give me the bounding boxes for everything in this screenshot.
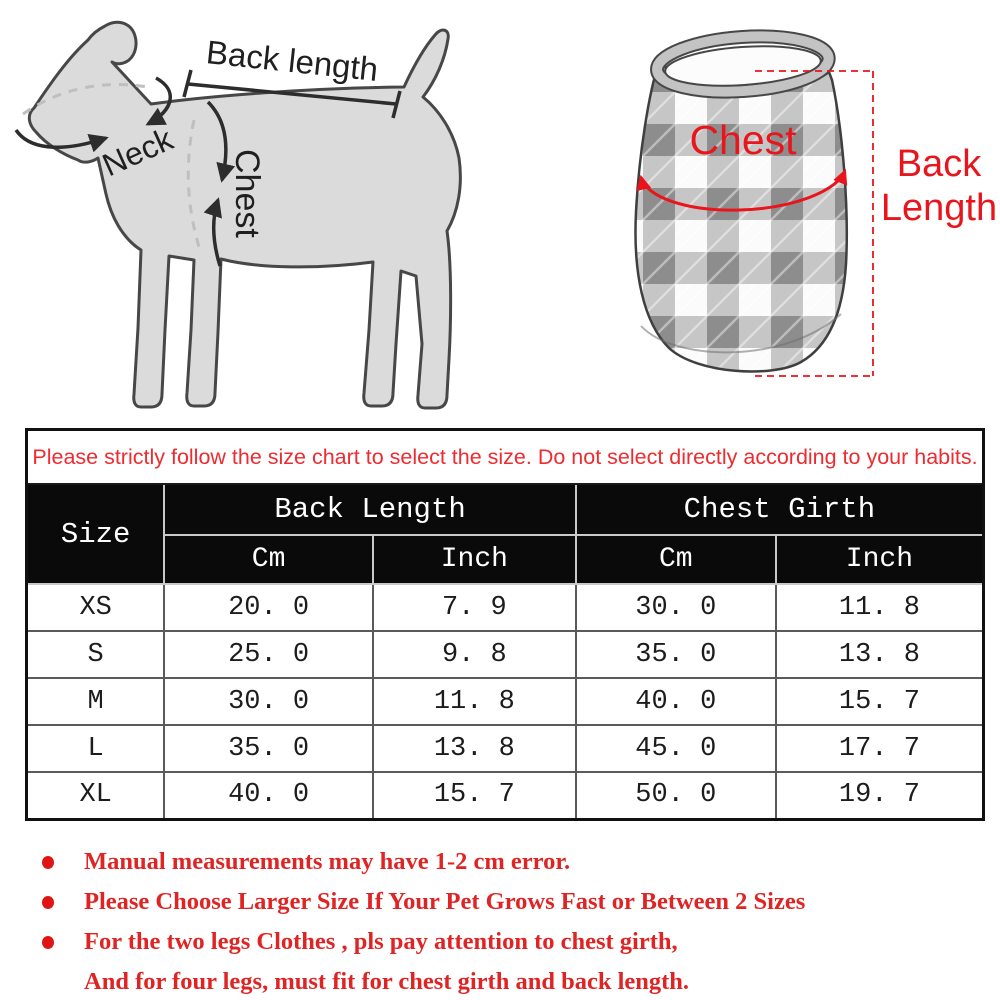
vest-body: [635, 62, 846, 371]
col-header-back-length-inch: Inch: [373, 535, 576, 584]
cell-size: XS: [27, 584, 165, 631]
col-header-chest-girth: Chest Girth: [576, 484, 984, 535]
notes-list: [32, 842, 982, 1000]
cell-back_length_inch: 11. 8: [373, 678, 576, 725]
cell-back_length_cm: 20. 0: [164, 584, 373, 631]
vest-back-length-line1: Back: [896, 143, 982, 185]
back-length-label: Back length: [204, 33, 380, 88]
notice-row: [27, 430, 984, 485]
col-header-back-length-cm: Cm: [164, 535, 373, 584]
table-row: [27, 772, 984, 819]
note-text: And for four legs, must fit for chest girth and back length.: [84, 968, 690, 995]
bullet-icon: [42, 936, 54, 949]
cell-size: XL: [27, 772, 165, 819]
cell-chest_girth_inch: 17. 7: [776, 725, 984, 772]
cell-back_length_cm: 35. 0: [164, 725, 373, 772]
cell-chest_girth_inch: 13. 8: [776, 631, 984, 678]
cell-chest_girth_inch: 19. 7: [776, 772, 984, 819]
cell-chest_girth_cm: 35. 0: [576, 631, 776, 678]
col-header-size: Size: [27, 484, 165, 584]
table-row: [27, 678, 984, 725]
cell-chest_girth_cm: 50. 0: [576, 772, 776, 819]
cell-size: S: [27, 631, 165, 678]
cell-back_length_inch: 13. 8: [373, 725, 576, 772]
note-row: [32, 842, 982, 882]
cell-chest_girth_inch: 15. 7: [776, 678, 984, 725]
vest-diagram: [605, 14, 897, 396]
col-header-back-length: Back Length: [164, 484, 576, 535]
vest-back-length-label: [880, 142, 998, 230]
cell-back_length_cm: 25. 0: [164, 631, 373, 678]
cell-back_length_inch: 15. 7: [373, 772, 576, 819]
cell-back_length_inch: 7. 9: [373, 584, 576, 631]
dog-measure-diagram: [8, 14, 510, 420]
vest-chest-label: Chest: [689, 117, 797, 163]
table-row: [27, 584, 984, 631]
cell-back_length_cm: 30. 0: [164, 678, 373, 725]
bullet-icon: [42, 896, 54, 909]
table-subheader-row: [27, 535, 984, 584]
cell-chest_girth_cm: 45. 0: [576, 725, 776, 772]
col-header-chest-girth-cm: Cm: [576, 535, 776, 584]
cell-size: L: [27, 725, 165, 772]
size-chart-table: [25, 428, 985, 821]
note-row: [32, 962, 982, 1000]
neck-label: Neck: [96, 120, 179, 184]
cell-back_length_inch: 9. 8: [373, 631, 576, 678]
chest-label: Chest: [228, 149, 266, 238]
cell-chest_girth_inch: 11. 8: [776, 584, 984, 631]
cell-chest_girth_cm: 40. 0: [576, 678, 776, 725]
cell-size: M: [27, 678, 165, 725]
note-row: [32, 922, 982, 962]
table-header-row: [27, 484, 984, 535]
size-chart-notice: Please strictly follow the size chart to select the size. Do not select directly according to your habits.: [27, 430, 984, 485]
note-text: Please Choose Larger Size If Your Pet Grows Fast or Between 2 Sizes: [84, 888, 806, 915]
note-text: Manual measurements may have 1-2 cm error.: [84, 848, 571, 875]
vest-back-length-line2: Length: [880, 187, 998, 230]
table-row: [27, 631, 984, 678]
bullet-icon: [42, 856, 54, 869]
note-text: For the two legs Clothes , pls pay attention to chest girth,: [84, 928, 678, 955]
col-header-chest-girth-inch: Inch: [776, 535, 984, 584]
cell-chest_girth_cm: 30. 0: [576, 584, 776, 631]
table-row: [27, 725, 984, 772]
cell-back_length_cm: 40. 0: [164, 772, 373, 819]
note-row: [32, 882, 982, 922]
